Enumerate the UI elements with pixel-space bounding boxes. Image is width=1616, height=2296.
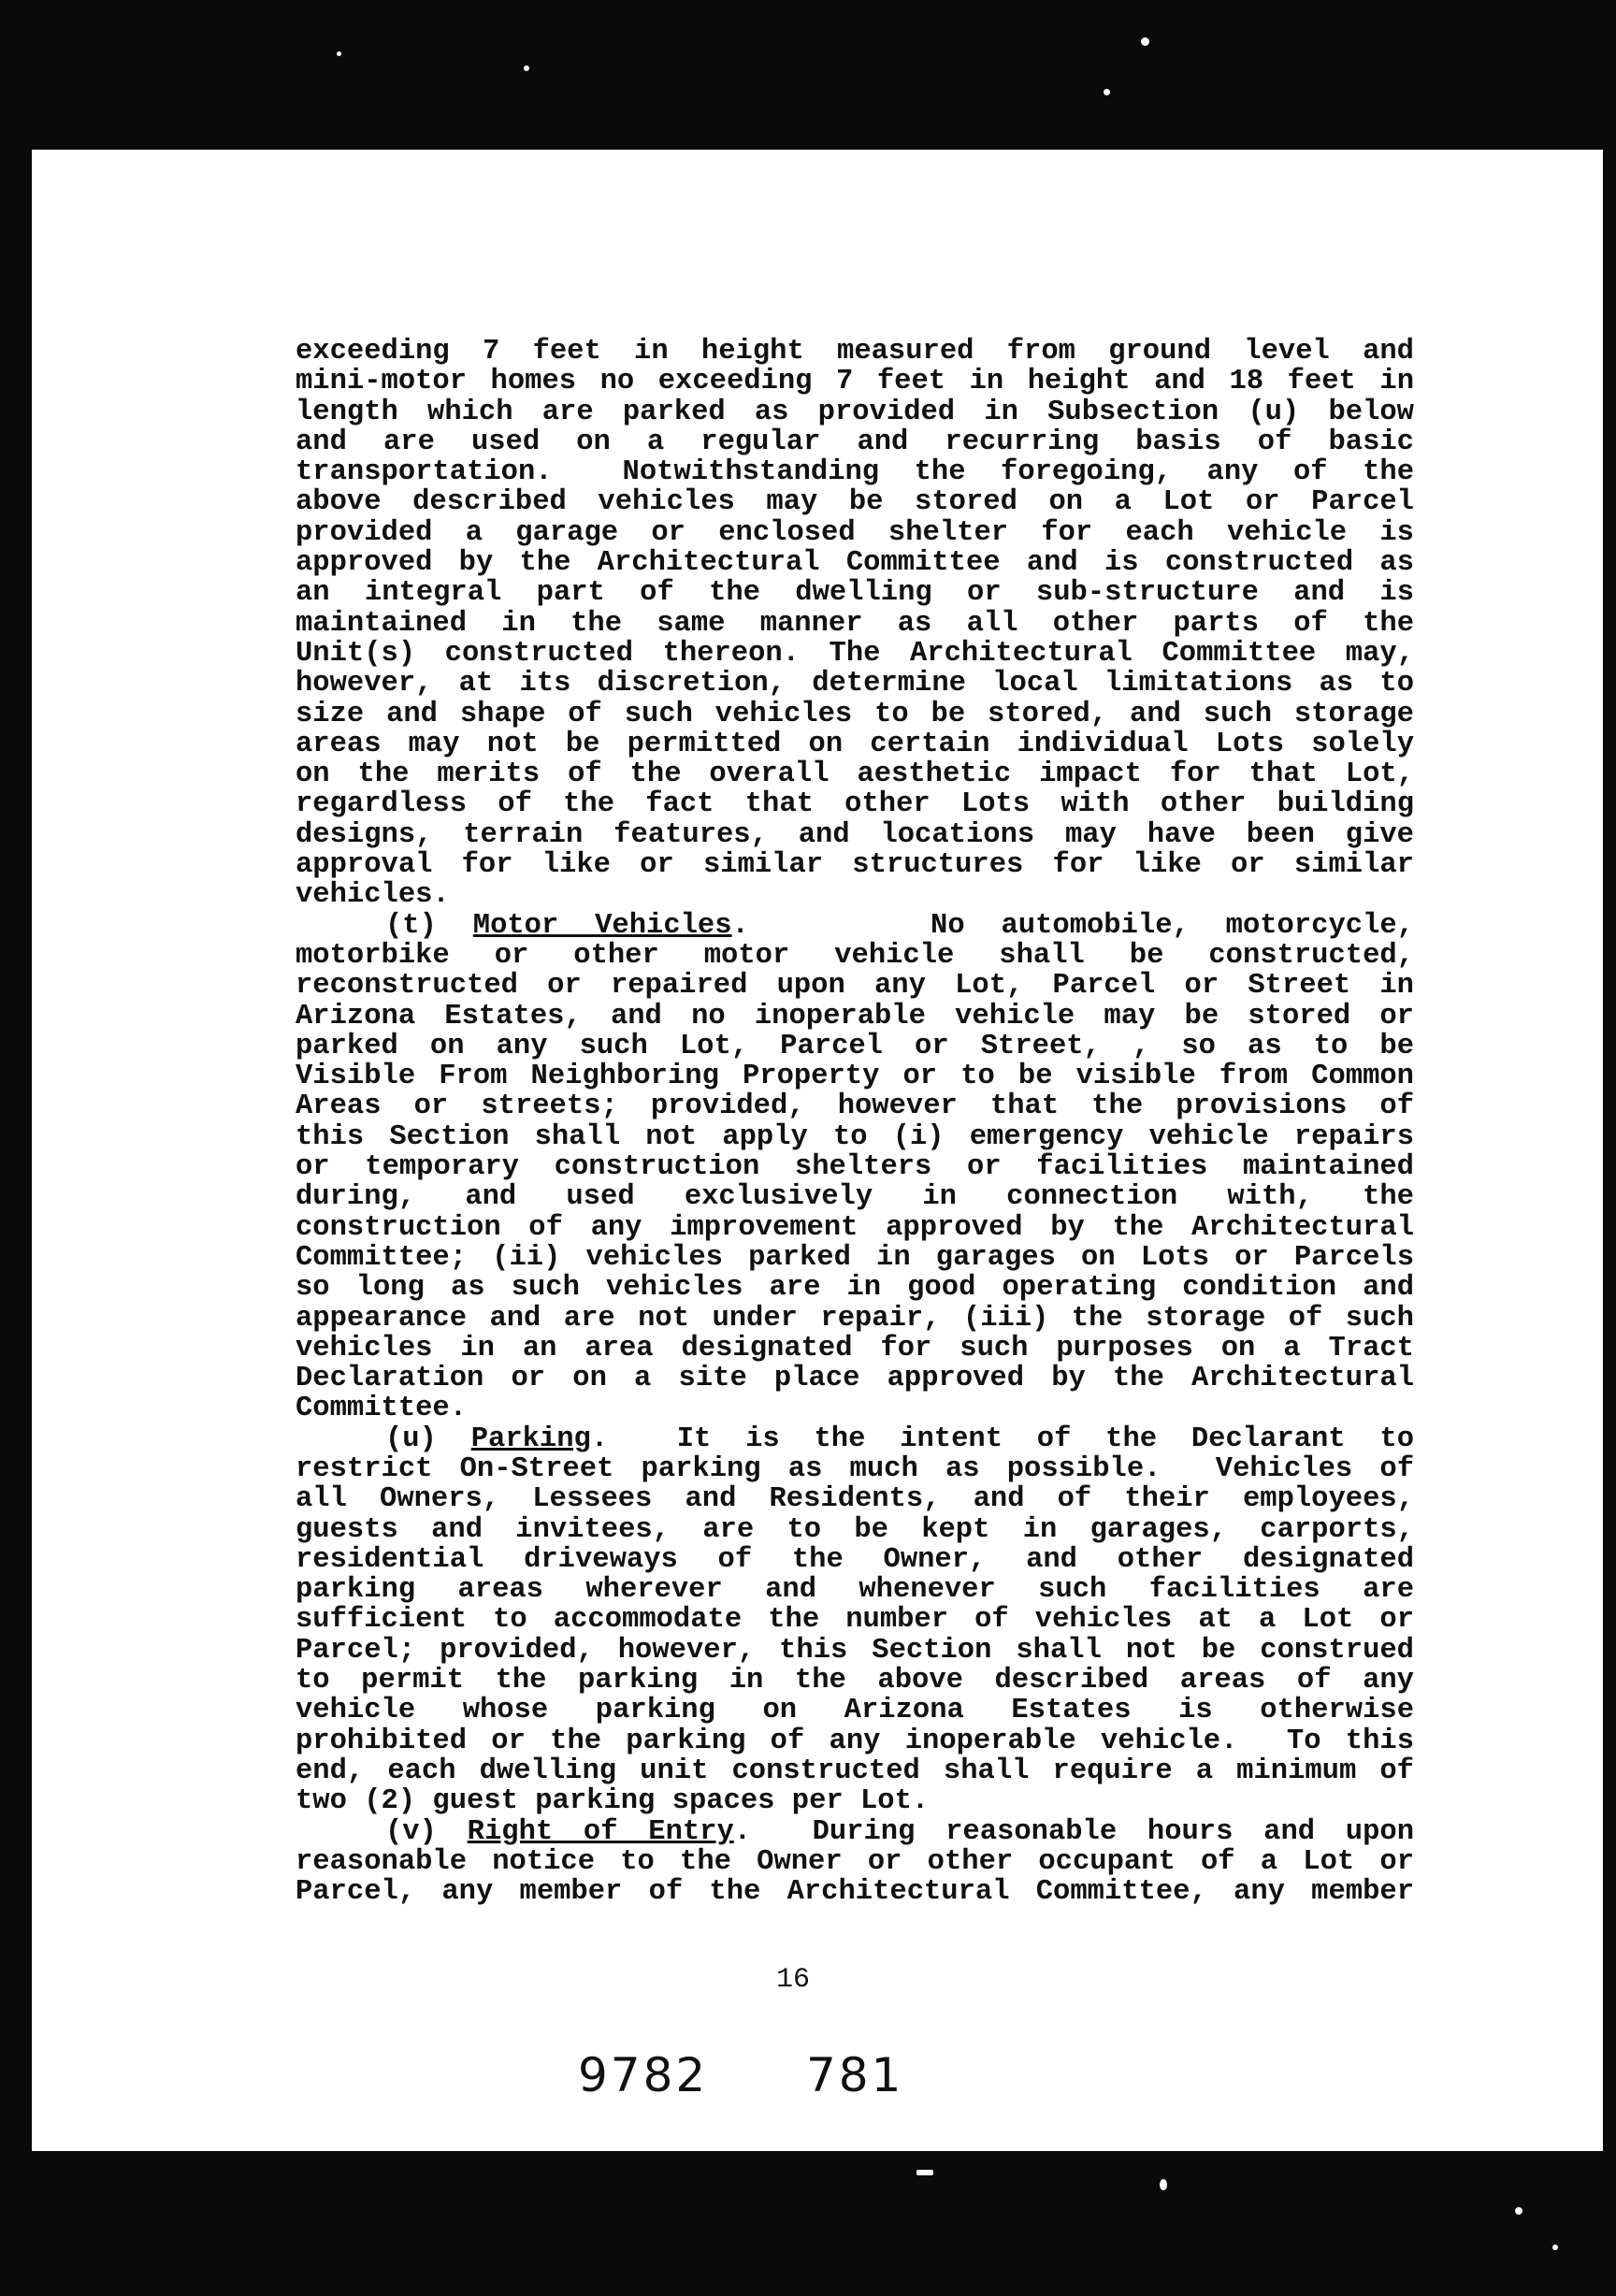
para-first-line (296, 1817, 1414, 1847)
text-line: however, at its discretion, determine local limitations as to (296, 668, 1414, 700)
scan-speck (337, 51, 341, 56)
text-line: reconstructed or repaired upon any Lot, Parcel or Street in (296, 970, 1414, 1003)
page-number: 16 (776, 1964, 811, 1996)
para-first-line (296, 911, 1414, 941)
text-line: and are used on a regular and recurring basis of basic (296, 426, 1414, 458)
para-label: (t) (385, 909, 437, 942)
text-line: during, and used exclusively in connection with, the (296, 1181, 1414, 1214)
text-line: guests and invitees, are to be kept in garages, carports, (296, 1513, 1414, 1546)
text-line: length which are parked as provided in Subsection (u) below (296, 396, 1414, 428)
scan-speck (524, 65, 529, 71)
text-line: regardless of the fact that other Lots with other building (296, 788, 1414, 821)
text-line: Areas or streets; provided, however that the provisions of (296, 1090, 1414, 1123)
text-line: Parcel, any member of the Architectural Committee, any member (296, 1876, 1414, 1909)
para-heading: Parking (470, 1422, 591, 1455)
scan-speck (916, 2170, 933, 2175)
text-line: above described vehicles may be stored on a Lot or Parcel (296, 486, 1414, 519)
scan-speck (1104, 89, 1110, 95)
text-line: Parcel; provided, however, this Section shall not be construed (296, 1634, 1414, 1667)
text-line: restrict On-Street parking as much as possible. Vehicles of (296, 1452, 1414, 1485)
document-body (296, 337, 1414, 1907)
text-line: Unit(s) constructed thereon. The Architectural Committee may, (296, 637, 1414, 670)
para-motor-vehicles (296, 911, 1414, 1424)
text-line: construction of any improvement approved by the Architectural (296, 1211, 1414, 1244)
scan-speck (1515, 2207, 1522, 2215)
scan-speck (1160, 2179, 1167, 2190)
recording-stamp-page: 781 (806, 2048, 904, 2102)
para-right-of-entry (296, 1817, 1414, 1908)
text-line: maintained in the same manner as all other parts of the (296, 607, 1414, 640)
text-line: vehicle whose parking on Arizona Estates is otherwise (296, 1695, 1414, 1727)
text-line: parking areas wherever and whenever such facilities are (296, 1574, 1414, 1607)
para-parking (296, 1424, 1414, 1817)
text-line: or temporary construction shelters or facilities maintained (296, 1151, 1414, 1184)
para-first-text: . During reasonable hours and upon (733, 1815, 1415, 1848)
para-continued (296, 337, 1414, 911)
text-line: an integral part of the dwelling or sub-structure and is (296, 577, 1414, 610)
text-line: motorbike or other motor vehicle shall be constructed, (296, 939, 1414, 972)
text-line: this Section shall not apply to (i) emergency vehicle repairs (296, 1120, 1414, 1153)
text-line: vehicles in an area designated for such purposes on a Tract (296, 1332, 1414, 1365)
text-line: sufficient to accommodate the number of vehicles at a Lot or (296, 1604, 1414, 1637)
text-line: exceeding 7 feet in height measured from ground level and (296, 336, 1414, 368)
text-line: designs, terrain features, and locations may have been give (296, 818, 1414, 851)
text-line: Visible From Neighboring Property or to be visible from Common (296, 1061, 1414, 1093)
text-line: to permit the parking in the above described areas of any (296, 1665, 1414, 1697)
text-line: so long as such vehicles are in good operating condition and (296, 1272, 1414, 1305)
text-line: vehicles. (296, 879, 450, 912)
scan-speck (1141, 37, 1149, 46)
scan-speck (1552, 2245, 1558, 2250)
para-heading: Right of Entry (467, 1815, 734, 1848)
para-first-text: . No automobile, motorcycle, (731, 909, 1414, 942)
text-line: Committee; (ii) vehicles parked in garages on Lots or Parcels (296, 1241, 1414, 1274)
para-label: (v) (385, 1815, 437, 1848)
text-line: size and shape of such vehicles to be stored, and such storage (296, 698, 1414, 730)
text-line: on the merits of the overall aesthetic impact for that Lot, (296, 758, 1414, 791)
text-line: approved by the Architectural Committee and is constructed as (296, 547, 1414, 580)
para-label: (u) (385, 1422, 437, 1455)
text-line: parked on any such Lot, Parcel or Street, , so as to be (296, 1030, 1414, 1062)
text-line: two (2) guest parking spaces per Lot. (296, 1785, 930, 1818)
para-heading: Motor Vehicles (472, 909, 732, 942)
text-line: prohibited or the parking of any inoperable vehicle. To this (296, 1725, 1414, 1757)
text-line: residential driveways of the Owner, and other designated (296, 1543, 1414, 1576)
text-line: Arizona Estates, and no inoperable vehicle may be stored or (296, 1000, 1414, 1032)
text-line: mini-motor homes no exceeding 7 feet in height and 18 feet in (296, 366, 1414, 398)
text-line: approval for like or similar structures for like or similar (296, 849, 1414, 882)
text-line: reasonable notice to the Owner or other occupant of a Lot or (296, 1845, 1414, 1878)
para-first-text: . It is the intent of the Declarant to (590, 1422, 1414, 1455)
text-line: all Owners, Lessees and Residents, and of their employees, (296, 1483, 1414, 1516)
text-line: appearance and are not under repair, (iii) the storage of such (296, 1302, 1414, 1335)
text-line: Declaration or on a site place approved by the Architectural (296, 1363, 1414, 1395)
text-line: transportation. Notwithstanding the foregoing, any of the (296, 456, 1414, 489)
recording-stamp-book: 9782 (578, 2048, 709, 2102)
text-line: provided a garage or enclosed shelter for each vehicle is (296, 516, 1414, 549)
text-line: end, each dwelling unit constructed shall require a minimum of (296, 1754, 1414, 1787)
text-line: Committee. (296, 1393, 468, 1425)
text-line: areas may not be permitted on certain individual Lots solely (296, 728, 1414, 760)
para-first-line (296, 1424, 1414, 1454)
